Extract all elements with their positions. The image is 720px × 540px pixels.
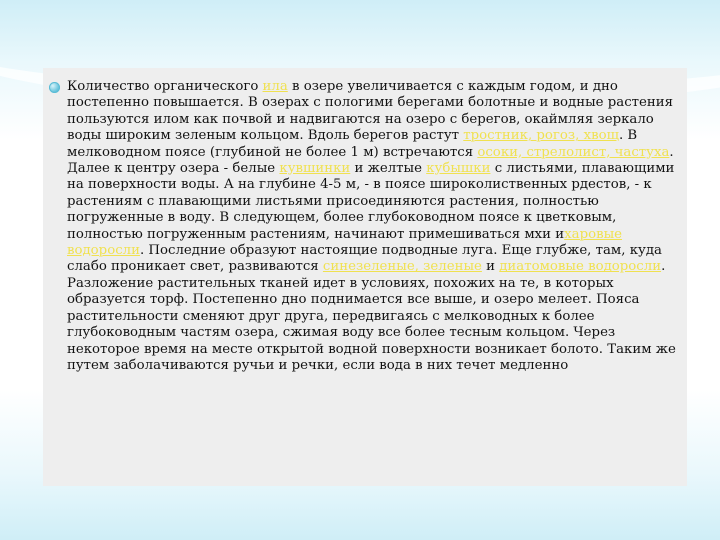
text-segment: и желтые (350, 161, 427, 177)
text-segment: Количество органического (67, 79, 263, 94)
link-sinezelenye-zelenye[interactable]: синезеленые, зеленые (322, 259, 482, 275)
link-kharovye-vodorosli[interactable]: харовые водоросли (67, 226, 623, 259)
text-segment: . Последние образуют настоящие подводные луга. Еще глубже, там, куда слабо проникает свет, развиваются (67, 243, 662, 275)
text-segment: . В мелководном поясе (глубиной не более 1 м) встречаются (67, 128, 638, 160)
link-kubyshki[interactable]: кубышки (426, 161, 491, 177)
text-segment: и (481, 259, 500, 275)
link-osoki-strelolist-chastukha[interactable]: осоки, стрелолист, частуха (477, 144, 670, 160)
text-segment: . Разложение растительных тканей идет в условиях, похожих на те, в которых образуется торф. Постепенно дно поднимается все выше, и озеро мелеет. Пояса растительности сменяют друг друга, передвигаясь с мелководных к более глубоководным частям озера, сжимая воду все более тесным кольцом. Через некоторое время на месте открытой водной поверхности возникает болото. Таким же путем заболачиваются ручьи и речки, если вода в них течет медленно (67, 259, 676, 373)
text-segment: в озере увеличивается с каждым годом, и дно постепенно повышается. В озерах с пологими берегами болотные и водные растения пользуются илом как почвой и надвигаются на озеро с берегов, окаймляя зеркало воды широким зеленым кольцом. Вдоль берегов растут (67, 79, 673, 144)
link-diatomovye-vodorosli[interactable]: диатомовые водоросли (499, 259, 662, 275)
link-ila[interactable]: ила (262, 79, 288, 94)
bullet-dot-icon (49, 82, 60, 93)
text-segment: с листьями, плавающими на поверхности воды. А на глубине 4-5 м, - в поясе широколиственных рдестов, - к растениям с плавающими листьями присоединяются растения, полностью погруженные в воду. В следующем, более глубоководном поясе к цветковым, полностью погруженным растениям, начинают примешиваться мхи и (67, 161, 675, 242)
slide-paragraph (49, 79, 681, 374)
text-segment: . Далее к центру озера - белые (67, 144, 674, 177)
slide-text-block (49, 79, 681, 374)
link-kuvshinki[interactable]: кувшинки (279, 161, 351, 177)
link-trostnik-rogoz-khvoshch[interactable]: тростник, рогоз, хвощ (463, 128, 619, 144)
